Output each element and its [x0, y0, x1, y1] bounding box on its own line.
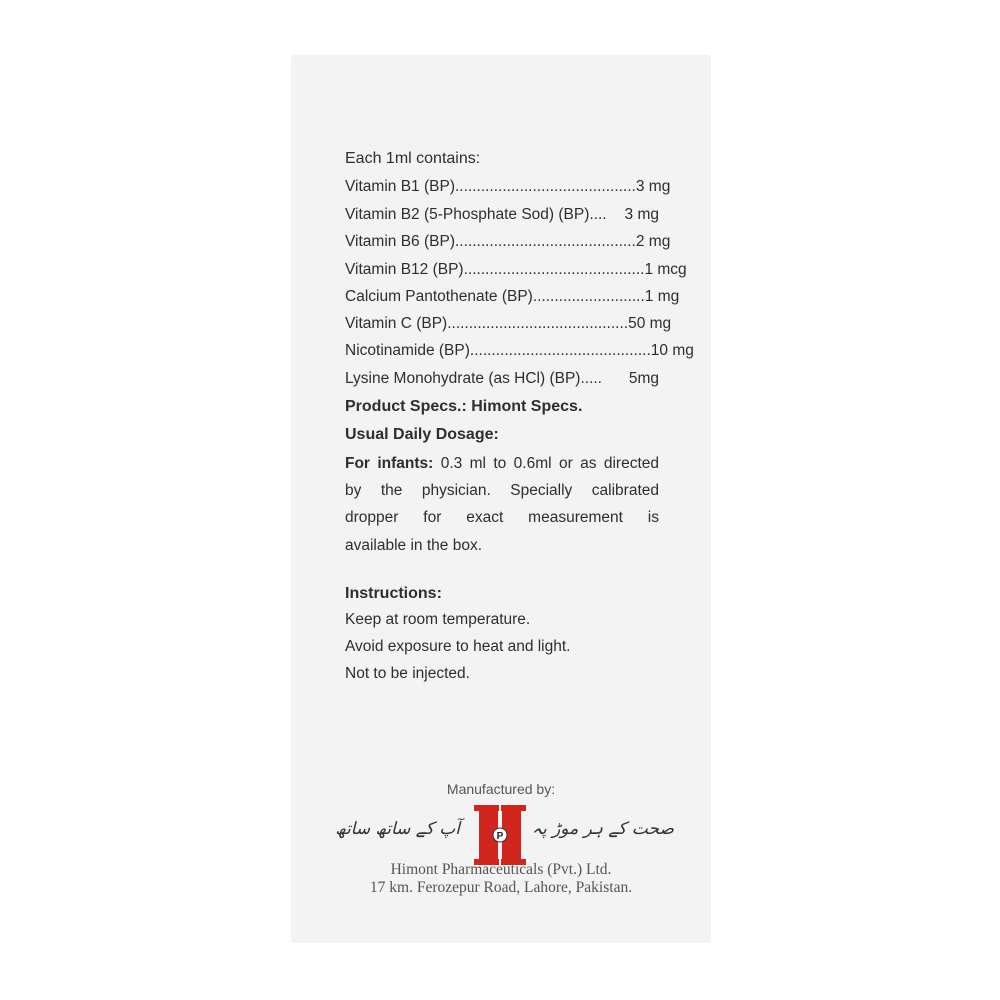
dosage-line: available in the box.	[345, 537, 483, 554]
svg-text:P: P	[496, 831, 504, 842]
ingredient-name: Vitamin B12 (BP)..........................................	[345, 261, 645, 278]
urdu-tagline-right: صحت کے ہر موڑ پہ	[532, 819, 674, 839]
ingredient-name: Vitamin B1 (BP)..........................................	[345, 178, 636, 195]
ingredient-row	[345, 178, 671, 196]
ingredient-amount: 10 mg	[650, 342, 694, 359]
ingredient-name: Vitamin C (BP)..........................................	[345, 315, 629, 332]
ingredient-amount: 50 mg	[628, 315, 672, 332]
ingredient-name: Calcium Pantothenate (BP)..........................	[345, 288, 645, 305]
himont-logo	[474, 805, 526, 865]
ingredient-name: Lysine Monohydrate (as HCl) (BP).....	[345, 370, 602, 387]
ingredient-row	[345, 206, 659, 224]
ingredient-amount: 1 mg	[644, 288, 680, 305]
company-address: 17 km. Ferozepur Road, Lahore, Pakistan.	[369, 879, 633, 896]
dosage-line: by the physician. Specially calibrated	[345, 482, 659, 499]
ingredient-name: Nicotinamide (BP)..........................................	[345, 342, 651, 359]
ingredient-row	[345, 342, 694, 360]
instruction-item: Keep at room temperature.	[345, 611, 531, 628]
dosage-label: For infants:	[345, 455, 434, 472]
ingredient-amount: 5mg	[628, 370, 659, 387]
dosage-heading: Usual Daily Dosage:	[345, 426, 499, 443]
ingredient-row	[345, 288, 680, 306]
ingredient-row	[345, 233, 671, 251]
ingredient-name: Vitamin B6 (BP)..........................................	[345, 233, 636, 250]
manufactured-by-label: Manufactured by:	[446, 781, 556, 797]
instructions-heading: Instructions:	[345, 585, 442, 602]
company-name: Himont Pharmaceuticals (Pvt.) Ltd.	[390, 861, 612, 878]
ingredient-row	[345, 315, 672, 333]
instruction-item: Avoid exposure to heat and light.	[345, 638, 571, 655]
urdu-tagline-left: آپ کے ساتھ ساتھ	[335, 819, 460, 839]
dosage-line	[345, 455, 659, 473]
ingredient-amount: 2 mg	[635, 233, 671, 250]
instruction-item: Not to be injected.	[345, 665, 470, 682]
ingredient-amount: 3 mg	[635, 178, 671, 195]
ingredient-amount: 3 mg	[624, 206, 659, 223]
ingredient-amount: 1 mcg	[644, 261, 687, 278]
ingredient-row	[345, 261, 687, 279]
dosage-line: dropper for exact measurement is	[345, 509, 659, 526]
contents-heading: Each 1ml contains:	[345, 150, 481, 167]
dosage-text: 0.3 ml to 0.6ml or as directed	[433, 455, 660, 472]
ingredient-name: Vitamin B2 (5-Phosphate Sod) (BP)....	[345, 206, 607, 223]
product-specs: Product Specs.: Himont Specs.	[345, 398, 583, 415]
ingredient-row	[345, 370, 659, 388]
